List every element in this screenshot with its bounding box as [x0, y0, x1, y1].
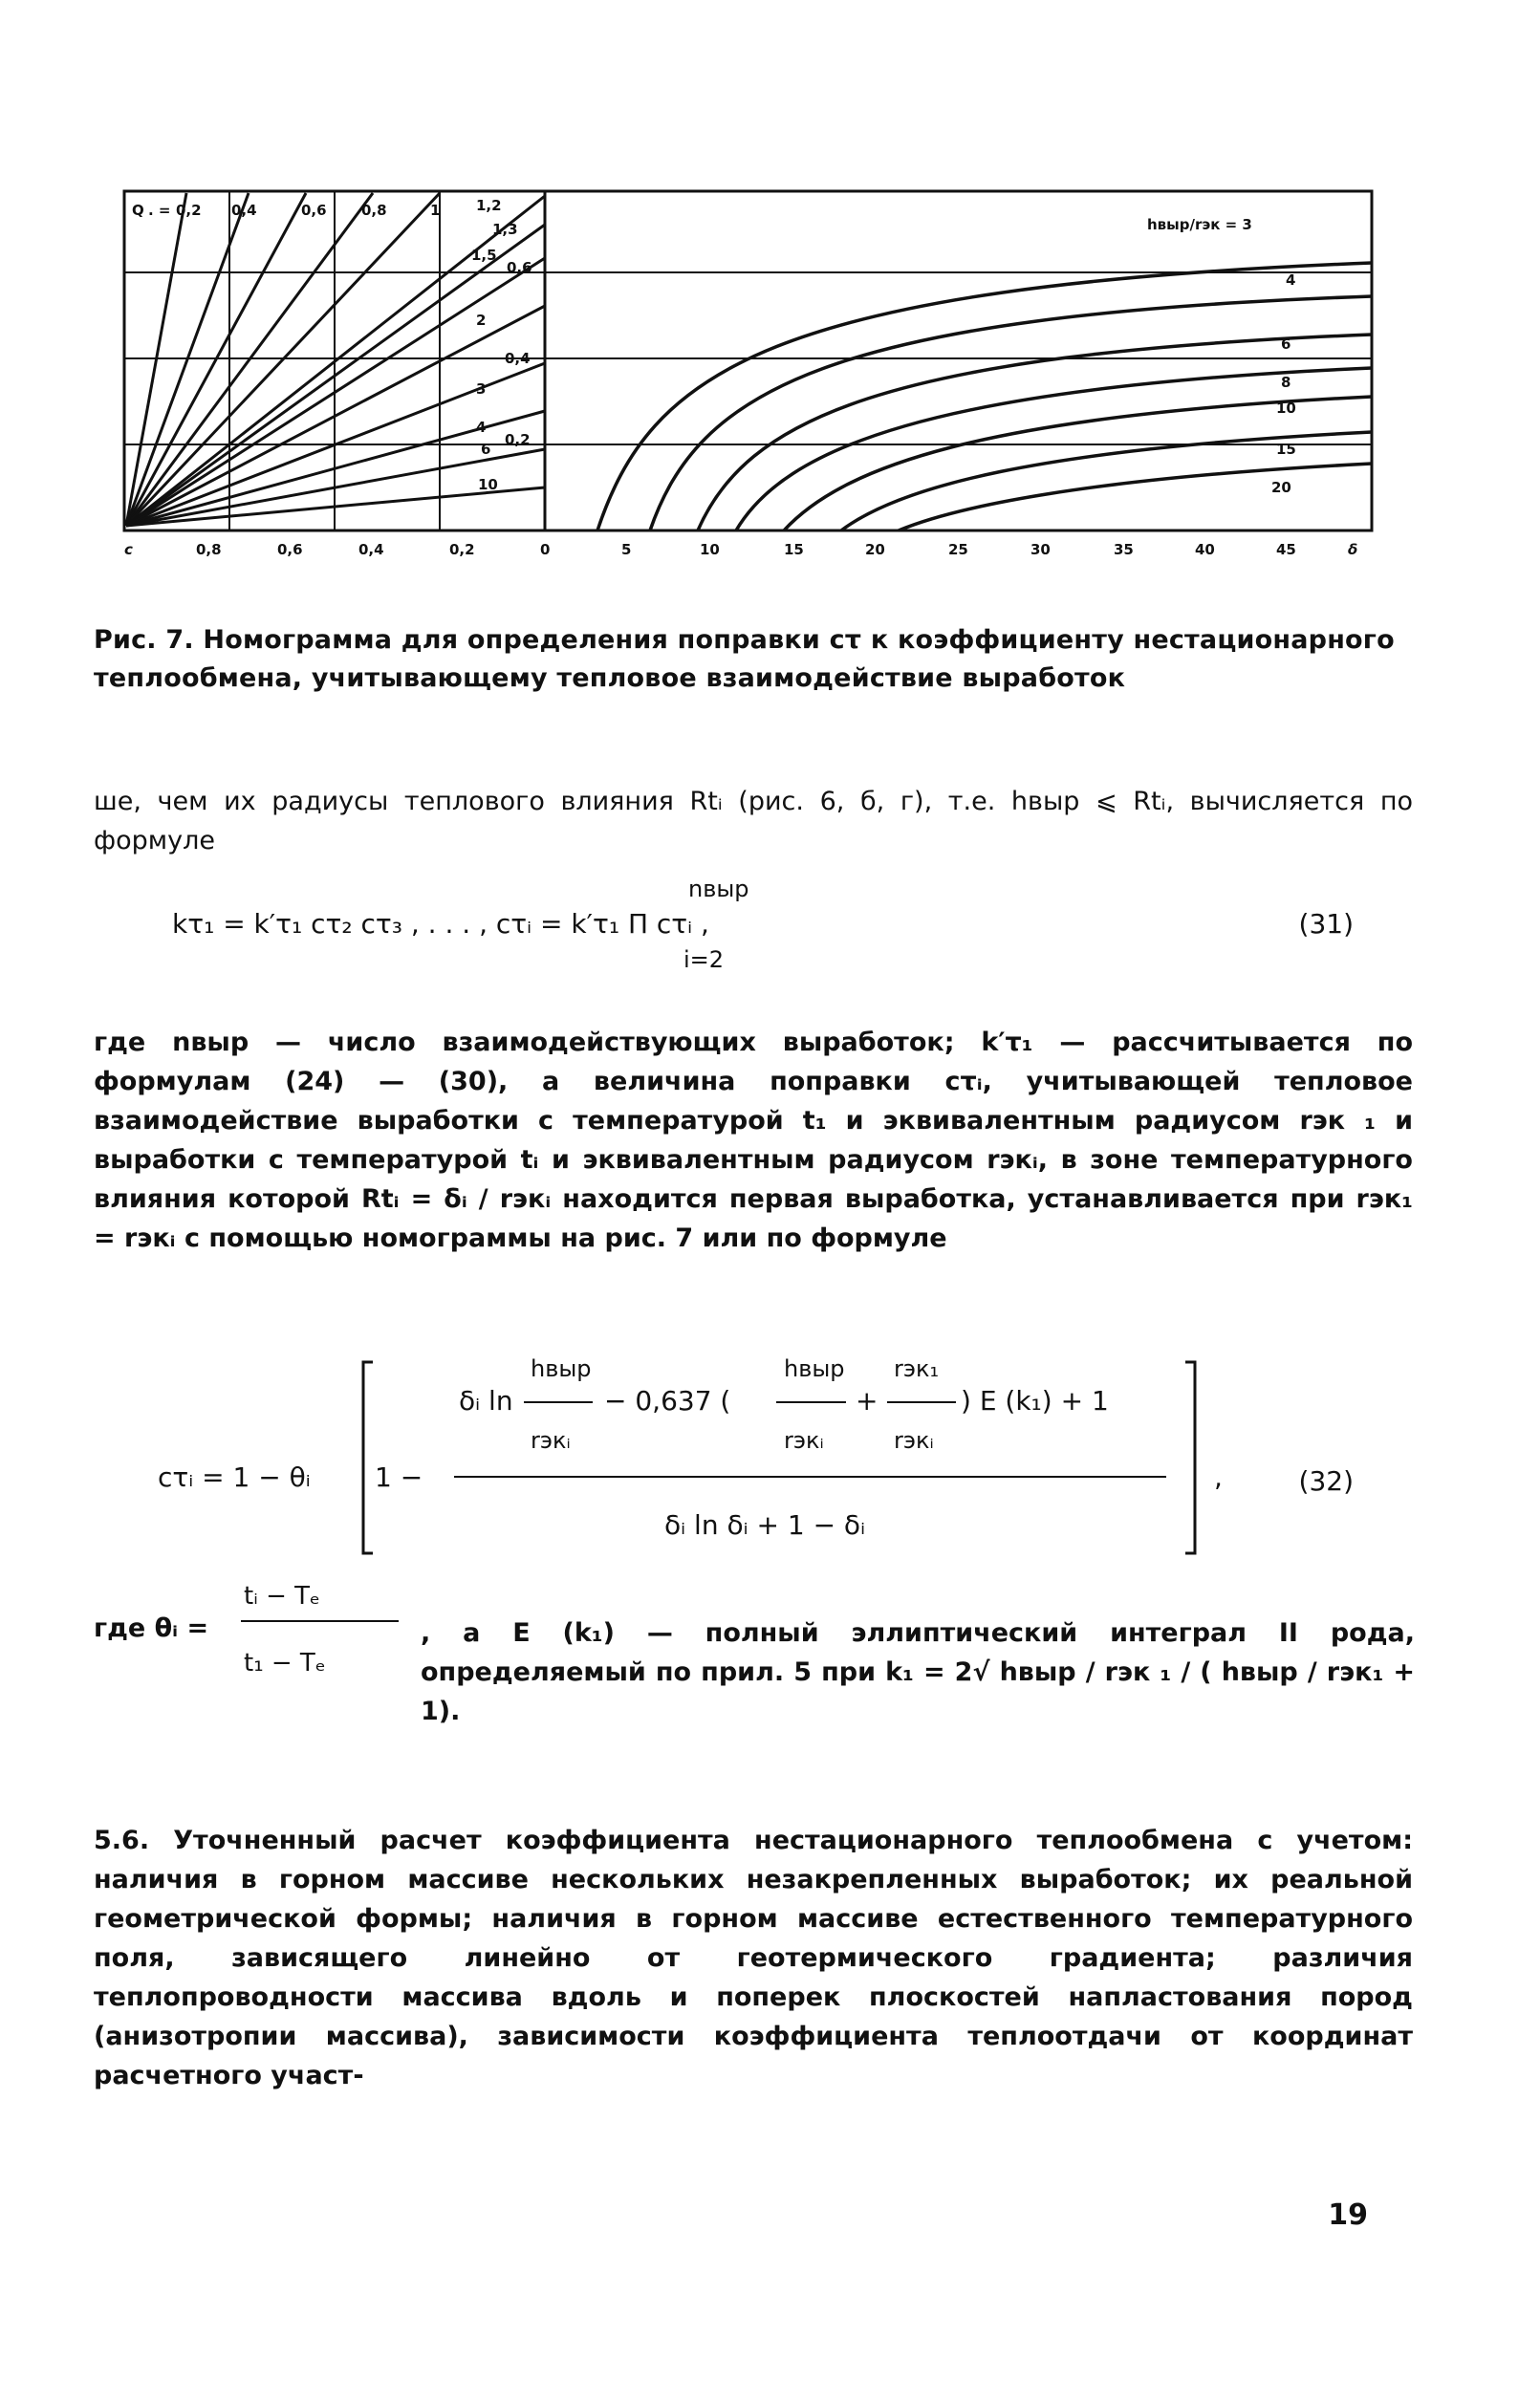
svg-text:10: 10 [478, 476, 498, 493]
svg-text:0,2: 0,2 [449, 541, 475, 558]
q-label: Q [132, 202, 144, 219]
formula-31-product-bottom: i=2 [683, 946, 725, 973]
svg-text:40: 40 [1195, 541, 1215, 558]
svg-text:8: 8 [1281, 374, 1291, 391]
equation-number-31: (31) [1298, 908, 1354, 940]
svg-text:1,5: 1,5 [471, 247, 497, 264]
figure-caption: Рис. 7. Номограмма для определения поправки cτ к коэффициенту нестационарного теплообмена, учитывающему тепловое взаимодействие выработок [94, 625, 1395, 693]
svg-text:6: 6 [1281, 336, 1291, 353]
svg-text:0,6: 0,6 [301, 202, 327, 219]
svg-text:δ: δ [1348, 541, 1358, 558]
paragraph-intro: ше, чем их радиусы теплового влияния Rtᵢ (рис. 6, б, г), т.е. hвыр ⩽ Rtᵢ, вычисляется по формуле [94, 787, 1413, 855]
svg-text:20: 20 [865, 541, 885, 558]
svg-text:rэк₁: rэк₁ [894, 1355, 940, 1382]
nomogram-figure [115, 182, 1377, 602]
paragraph-definitions: где nвыр — число взаимодействующих выработок; k′τ₁ — рассчитывается по формулам (24) — (30), а величина поправки cτᵢ, учитывающей тепловое взаимодействие выработки с температурой t₁ и эквивалентным радиусом rэк ₁ и выработки с температурой tᵢ и эквивалентным радиусом rэкᵢ, в зоне температурного влияния которой Rtᵢ = δᵢ / rэкᵢ находится первая выработка, устанавливается при rэк₁ = rэкᵢ с помощью номограммы на рис. 7 или по формуле [94, 1028, 1413, 1253]
theta-def-suffix: , а E (k₁) — полный эллиптический интеграл II рода, определяемый по прил. 5 при k₁ = 2√ hвыр / rэк ₁ / ( hвыр / rэк₁ + 1). [421, 1618, 1415, 1726]
svg-text:0: 0 [540, 541, 551, 558]
right-panel-frame [545, 191, 1372, 530]
svg-text:,: , [1214, 1461, 1223, 1493]
svg-text:45: 45 [1276, 541, 1296, 558]
svg-text:6: 6 [481, 441, 491, 458]
svg-text:3: 3 [476, 380, 487, 398]
svg-text:+: + [856, 1385, 878, 1417]
theta-def-prefix: где θᵢ = [94, 1613, 209, 1643]
formula-31: kτ₁ = k′τ₁ cτ₂ cτ₃ , . . . , cτᵢ = k′τ₁ Π cτᵢ , [172, 908, 709, 940]
svg-text:25: 25 [948, 541, 968, 558]
formula-32-one-minus: 1 − [375, 1461, 423, 1493]
svg-text:35: 35 [1114, 541, 1134, 558]
svg-text:30: 30 [1030, 541, 1051, 558]
nomogram-svg [115, 182, 1377, 602]
svg-text:20: 20 [1271, 479, 1291, 496]
svg-text:hвыр/rэк = 3: hвыр/rэк = 3 [1147, 216, 1252, 233]
svg-text:0,4: 0,4 [358, 541, 384, 558]
svg-text:) E (k₁) + 1: ) E (k₁) + 1 [961, 1385, 1109, 1417]
svg-text:hвыр: hвыр [784, 1355, 845, 1382]
svg-text:− 0,637 (: − 0,637 ( [604, 1385, 731, 1417]
page-number: 19 [1328, 2198, 1368, 2232]
svg-text:. =: . = [148, 202, 171, 219]
svg-text:c: c [124, 541, 133, 558]
svg-text:rэкᵢ: rэкᵢ [784, 1427, 824, 1454]
svg-text:1: 1 [430, 202, 441, 219]
svg-text:0,4: 0,4 [231, 202, 257, 219]
formula-32-lhs: cτᵢ = 1 − θᵢ [158, 1461, 311, 1493]
svg-text:rэкᵢ: rэкᵢ [531, 1427, 571, 1454]
svg-text:0,6: 0,6 [277, 541, 303, 558]
svg-text:0,8: 0,8 [361, 202, 387, 219]
svg-text:1,2: 1,2 [476, 197, 502, 214]
svg-text:rэкᵢ: rэкᵢ [894, 1427, 934, 1454]
svg-text:1,3: 1,3 [492, 221, 518, 238]
svg-text:δᵢ ln: δᵢ ln [459, 1385, 513, 1417]
svg-text:0,4: 0,4 [505, 350, 531, 367]
svg-text:15: 15 [784, 541, 804, 558]
svg-text:0,6: 0,6 [507, 259, 532, 276]
theta-def-num: tᵢ − Tₑ [244, 1582, 320, 1611]
svg-text:4: 4 [476, 419, 487, 436]
formula-32-denominator: δᵢ ln δᵢ + 1 − δᵢ [664, 1509, 866, 1541]
svg-text:10: 10 [1276, 400, 1296, 417]
svg-text:4: 4 [1286, 271, 1296, 289]
equation-number-32: (32) [1298, 1465, 1354, 1497]
formula-32 [115, 1343, 1338, 1572]
svg-text:15: 15 [1276, 441, 1296, 458]
svg-text:0,2: 0,2 [176, 202, 202, 219]
theta-def-den: t₁ − Tₑ [244, 1649, 326, 1678]
svg-text:hвыр: hвыр [531, 1355, 592, 1382]
svg-text:10: 10 [700, 541, 720, 558]
ratio-curves [597, 263, 1372, 530]
paragraph-5-6: 5.6. Уточненный расчет коэффициента нестационарного теплообмена с учетом: наличия в горном массиве нескольких незакрепленных выработок; их реальной геометрической формы; наличия в горном массиве естественного температурного поля, зависящего линейно от геотермического градиента; различия теплопроводности массива вдоль и поперек плоскостей напластования пород (анизотропии массива), зависимости коэффициента теплоотдачи от координат расчетного участ- [94, 1826, 1413, 2090]
theta-fraction-bar [241, 1620, 399, 1622]
svg-text:2: 2 [476, 312, 487, 329]
svg-text:0,2: 0,2 [505, 431, 531, 448]
svg-text:5: 5 [621, 541, 632, 558]
svg-text:0,8: 0,8 [196, 541, 222, 558]
